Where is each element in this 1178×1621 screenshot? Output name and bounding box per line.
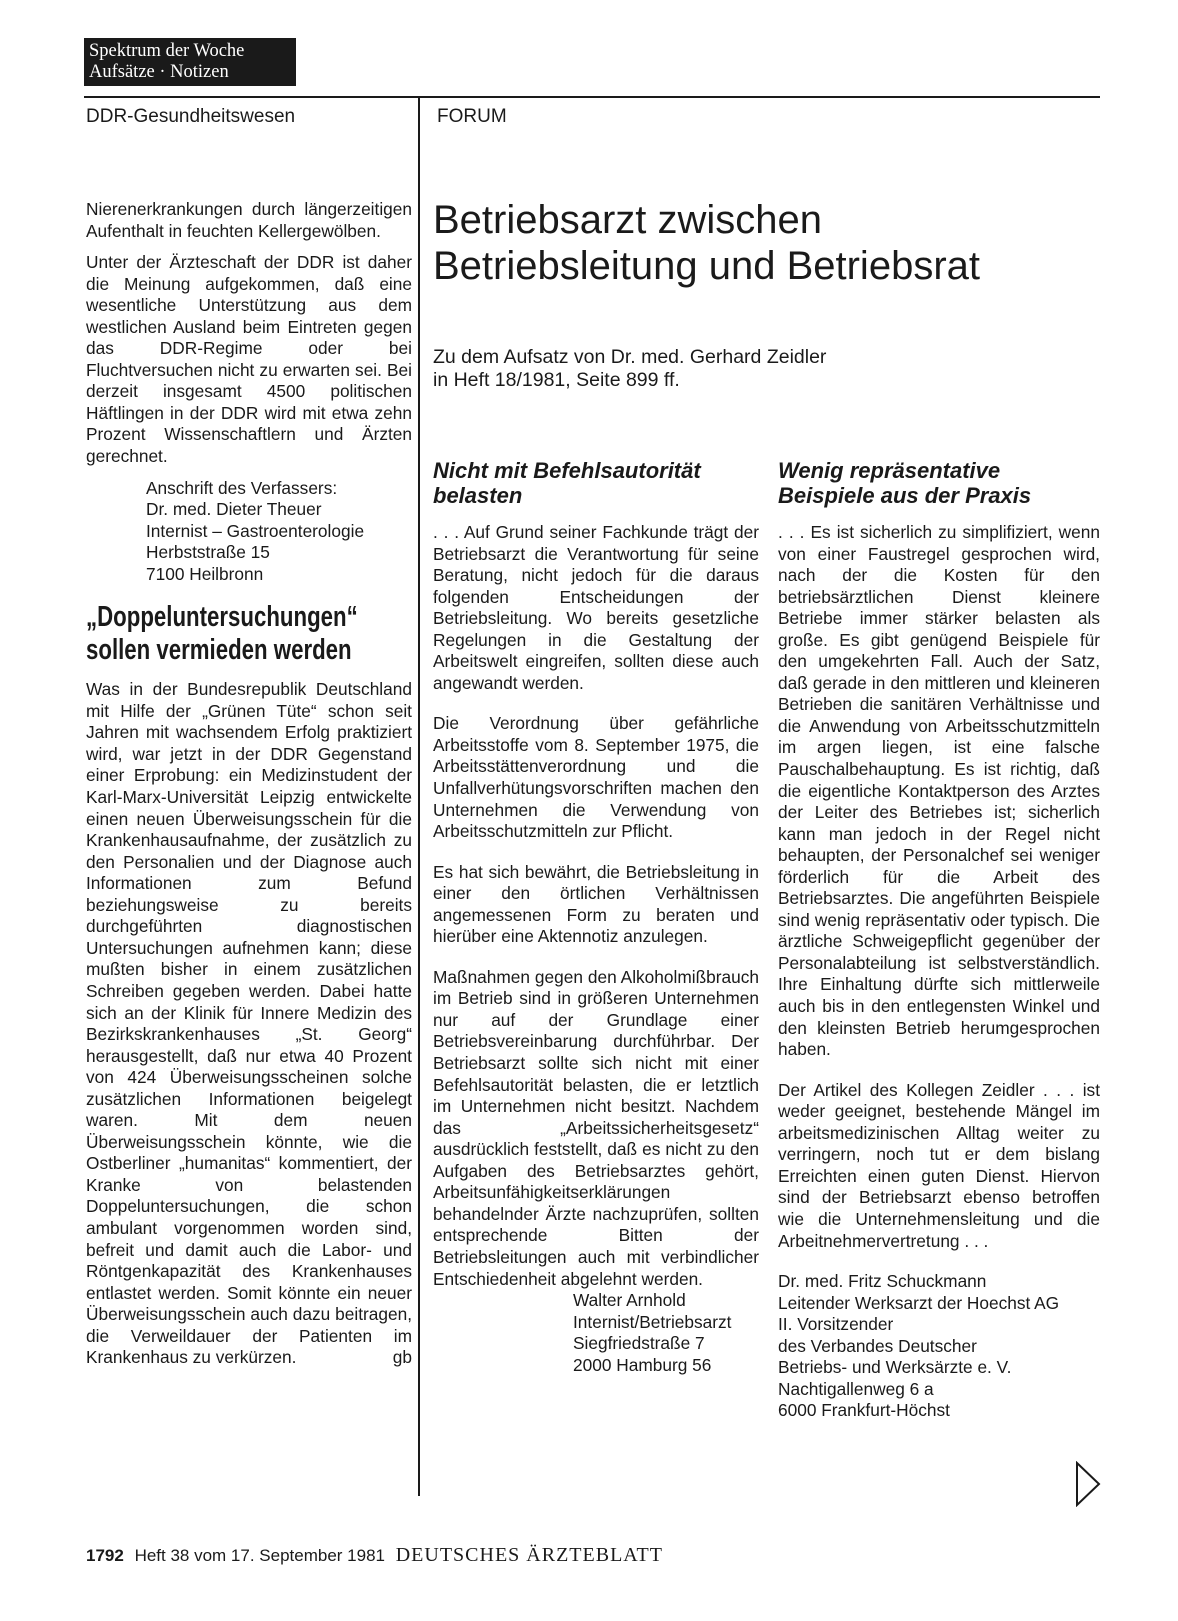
article-heading [86,601,412,679]
letter-heading-right [778,458,1100,508]
address-line: Herbststraße 15 [146,542,270,563]
address-line: Betriebs- und Werksärzte e. V. [778,1357,1012,1378]
forum-subtitle-line-1: Zu dem Aufsatz von Dr. med. Gerhard Zeidler [433,346,827,368]
author-address-middle [573,1290,759,1376]
address-line: 2000 Hamburg 56 [573,1354,712,1375]
address-line: Dr. med. Dieter Theuer [146,499,322,520]
author-address-left [146,478,412,586]
address-line: Nachtigallenweg 6 a [778,1378,934,1399]
address-line: Leitender Werksarzt der Hoechst AG [778,1292,1060,1313]
address-line: Internist/Betriebsarzt [573,1311,732,1332]
letter-heading-middle-line-1: Nicht mit Befehlsautorität [433,458,701,483]
badge-line-1: Spektrum der Woche [89,41,245,61]
badge-line-2: Aufsätze · Notizen [89,62,229,82]
middle-paragraph-4: Maßnahmen gegen den Alkoholmißbrauch im Betrieb sind in größeren Unternehmen nur auf der Grundlage einer Betriebsvereinbarung durchführbar. Der Betriebsarzt sollte sich nicht mit einer Befehlsautorität belasten, die er letztlich im Unternehmen nicht besitzt. Nachdem das „Arbeitssicherheitsgesetz“ ausdrücklich feststellt, daß es nicht zu den Aufgaben des Betriebsarztes gehört, Arbeitsunfähigkeitserklärungen behandelnder Ärzte nachzuprüfen, sollten entsprechende Bitten der Betriebsleitungen auch mit verbindlicher Entschiedenheit abgelehnt werden. [433,966,759,1289]
left-paragraph-2: Unter der Ärzteschaft der DDR ist daher die Meinung aufgekommen, daß eine wesentliche Unterstützung aus dem westlichen Ausland beim Eintreten gegen das DDR-Regime oder bei Fluchtversuchen nicht zu erwarten sei. Bei derzeit insgesamt 4500 politischen Häftlingen in der DDR wird mit etwa zehn Prozent Wissenschaftlern und Ärzten gerechnet. [86,252,412,467]
middle-column [433,458,759,1376]
letter-heading-right-line-1: Wenig repräsentative [778,458,1001,483]
address-line: Internist – Gastroenterologie [146,520,365,541]
address-line: Walter Arnhold [573,1290,686,1311]
article-heading-line-2: sollen vermieden werden [86,634,352,667]
section-label-left: DDR-Gesundheitswesen [86,106,296,127]
address-line: 6000 Frankfurt-Höchst [778,1400,950,1421]
author-address-right [778,1271,1100,1422]
letter-heading-right-line-2: Beispiele aus der Praxis [778,483,1032,508]
article-body [86,679,412,1369]
right-paragraph-1: . . . Es ist sicherlich zu simplifiziert, wenn von einer Faustregel gesprochen wird, nach der die Kosten für den betriebsärztlichen Dienst kleinere Betriebe immer stärker belasten als große. Es gibt genügend Beispiele für den umgekehrten Fall. Auch der Satz, daß gerade in den mittleren und kleineren Betrieben die sanitären Verhältnisse und die Anwendung von Arbeitsschutzmitteln im argen liegen, ist eine falsche Pauschalbehauptung. Es ist richtig, daß die eigentliche Kontaktperson des Arztes der Leiter des Betriebes ist; sicherlich kann man jedoch in der Regel nicht behaupten, der Personalchef sei weniger förderlich für die Arbeit des Betriebsarztes. Die angeführten Beispiele sind wenig repräsentativ oder typisch. Die ärztliche Schweigepflicht gegenüber der Personalabteilung ist selbstverständlich. Ihre Einhaltung dürfte sich mittlerweile auch bis in den entlegensten Winkel und den kleinsten Betrieb herumgesprochen haben. [778,522,1100,1060]
address-line: des Verbandes Deutscher [778,1335,977,1356]
triangle-right-icon [1075,1461,1101,1507]
forum-subtitle [433,346,826,392]
right-paragraph-2: Der Artikel des Kollegen Zeidler . . . ist weder geeignet, bestehende Mängel im arbeitsmedizinischen Alltag weiter zu verringern, noch tut er dem bislang Erreichten einen guten Dienst. Hiervon sind der Betriebsarzt ebenso betroffen wie die Unternehmensleitung und die Arbeitnehmervertretung . . . [778,1079,1100,1251]
section-label-right: FORUM [437,106,507,127]
forum-title-line-2: Betriebsleitung und Betriebsrat [433,244,980,288]
article-signoff: gb [392,1347,412,1368]
page-number: 1792 [86,1546,124,1565]
middle-paragraph-2: Die Verordnung über gefährliche Arbeitsstoffe vom 8. September 1975, die Arbeitsstättenverordnung und die Unfallverhütungsvorschriften machen den Unternehmen die Verwendung von Arbeitsschutzmitteln zur Pflicht. [433,713,759,842]
article-heading-line-1: „Doppeluntersuchungen“ [86,601,358,634]
page-footer [86,1544,663,1567]
address-line: Siegfriedstraße 7 [573,1333,705,1354]
letter-heading-middle-line-2: belasten [433,483,523,508]
address-line: Dr. med. Fritz Schuckmann [778,1271,987,1292]
middle-paragraph-1: . . . Auf Grund seiner Fachkunde trägt der Betriebsarzt die Verantwortung für seine Beratung, nicht jedoch für die daraus folgenden Entscheidungen der Betriebsleitung. Wo bereits gesetzliche Regelungen in die Gestaltung der Arbeitswelt eingreifen, sollten diese auch angewandt werden. [433,522,759,693]
article-body-text: Was in der Bundesrepublik Deutschland mit Hilfe der „Grünen Tüte“ schon seit Jahren mit wachsendem Erfolg praktiziert wird, war jetzt in der DDR Gegenstand einer Erprobung: ein Medizinstudent der Karl-Marx-Universität Leipzig entwickelte einen neuen Überweisungsschein für die Krankenhausaufnahme, der zusätzlich zu den Personalien und der Diagnose auch Informationen zum Befund beziehungsweise zu bereits durchgeführten diagnostischen Untersuchungen aufnehmen kann; diese mußten bisher in einem zusätzlichen Schreiben gegeben werden. Dabei hatte sich an der Klinik für Innere Medizin des Bezirkskrankenhauses „St. Georg“ herausgestellt, daß nur etwa 40 Prozent von 424 Überweisungsscheinen solche zusätzlichen Informationen beigelegt waren. Mit dem neuen Überweisungsschein könnte, wie die Ostberliner „humanitas“ kommentiert, der Kranke von belastenden Doppeluntersuchungen, die schon ambulant vorgenommen worden sind, befreit und damit auch die Labor- und Röntgenkapazität des Krankenhauses entlastet werden. Somit könnte ein neuer Überweisungsschein auch dazu beitragen, die Verweildauer der Patienten im Krankenhaus zu verkürzen. [86,679,412,1368]
forum-subtitle-line-2: in Heft 18/1981, Seite 899 ff. [433,369,680,391]
left-paragraph-1: Nierenerkrankungen durch längerzeitigen Aufenthalt in feuchten Kellergewölben. [86,199,412,241]
middle-paragraph-3: Es hat sich bewährt, die Betriebsleitung in einer den örtlichen Verhältnissen angemessenen Form zu beraten und hierüber eine Aktennotiz anzulegen. [433,861,759,947]
forum-title-line-1: Betriebsarzt zwischen [433,198,823,242]
section-badge [84,38,296,86]
forum-title [433,197,980,289]
left-column [86,199,412,1369]
top-rule [84,96,1100,98]
right-column [778,458,1100,1422]
address-line: Anschrift des Verfassers: [146,477,338,498]
address-line: 7100 Heilbronn [146,563,264,584]
issue-info: Heft 38 vom 17. September 1981 [134,1546,385,1565]
column-divider [418,96,420,1496]
address-line: II. Vorsitzender [778,1314,894,1335]
letter-heading-middle [433,458,759,508]
journal-name: DEUTSCHES ÄRZTEBLATT [395,1544,663,1566]
